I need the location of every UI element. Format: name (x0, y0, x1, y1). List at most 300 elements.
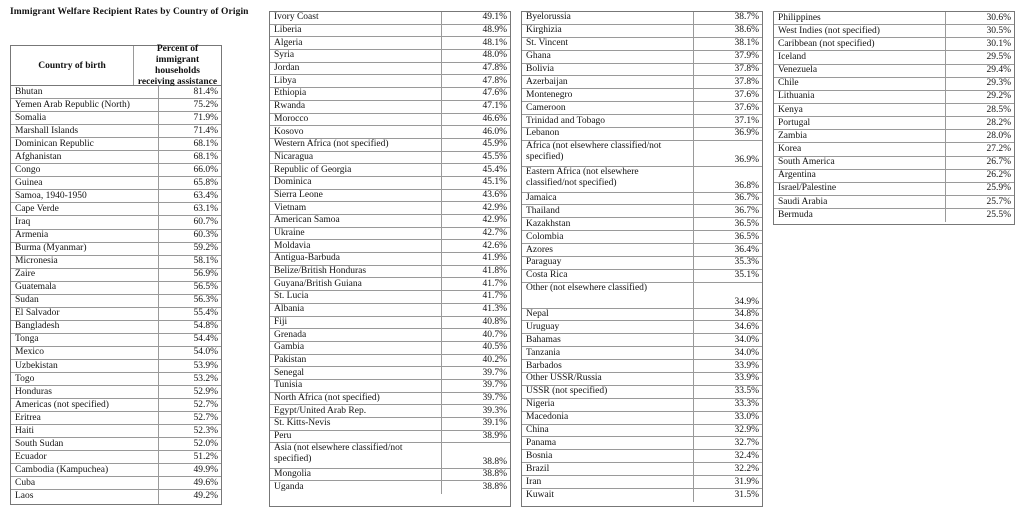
country-cell: Saudi Arabia (774, 196, 946, 208)
percent-cell: 38.8% (482, 469, 507, 480)
table-row (522, 89, 762, 102)
table-row (522, 412, 762, 425)
percent-cell: 52.3% (193, 425, 218, 436)
country-cell: Samoa, 1940-1950 (11, 190, 159, 202)
country-cell: USSR (not specified) (522, 386, 694, 398)
table-row (11, 464, 221, 477)
percent-cell: 38.7% (734, 12, 759, 23)
table-header (11, 43, 221, 87)
percent-cell: 71.9% (193, 112, 218, 123)
country-cell: Caribbean (not specified) (774, 38, 946, 50)
table-row (270, 329, 510, 342)
percent-cell: 38.6% (734, 25, 759, 36)
table-row (522, 489, 762, 502)
country-cell: Ghana (522, 51, 694, 63)
table-row (522, 386, 762, 399)
percent-cell: 46.6% (482, 113, 507, 124)
table-row (270, 75, 510, 88)
country-cell: Bhutan (11, 86, 159, 98)
percent-cell: 34.6% (734, 321, 759, 332)
table-row (774, 25, 1014, 38)
table-row (522, 218, 762, 231)
country-cell: Congo (11, 164, 159, 176)
country-cell: Venezuela (774, 65, 946, 77)
percent-cell: 41.3% (482, 304, 507, 315)
percent-cell: 47.8% (482, 63, 507, 74)
country-cell: Azores (522, 244, 694, 256)
percent-cell: 48.0% (482, 50, 507, 61)
table-row (11, 125, 221, 138)
percent-cell: 32.9% (734, 424, 759, 435)
country-cell: Pakistan (270, 355, 442, 367)
percent-cell: 41.9% (482, 253, 507, 264)
country-cell: Algeria (270, 37, 442, 49)
percent-cell: 39.7% (482, 392, 507, 403)
table-row (270, 431, 510, 444)
table-row (270, 304, 510, 317)
percent-cell: 42.9% (482, 215, 507, 226)
country-cell: Lithuania (774, 91, 946, 103)
country-cell: Albania (270, 304, 442, 316)
percent-cell: 42.7% (482, 228, 507, 239)
country-cell: Paraguay (522, 257, 694, 269)
percent-cell: 39.7% (482, 367, 507, 378)
table-row (270, 367, 510, 380)
table-row (11, 308, 221, 321)
percent-cell: 33.5% (734, 386, 759, 397)
country-cell: Grenada (270, 329, 442, 341)
country-cell: Zambia (774, 130, 946, 142)
percent-cell: 37.6% (734, 89, 759, 100)
table-row (270, 37, 510, 50)
percent-cell: 53.2% (193, 373, 218, 384)
country-cell: St. Lucia (270, 291, 442, 303)
country-cell: Costa Rica (522, 270, 694, 282)
country-cell: Honduras (11, 386, 159, 398)
header-country: Country of birth (11, 46, 134, 85)
percent-cell: 56.3% (193, 295, 218, 306)
table-row (11, 164, 221, 177)
table-row (270, 418, 510, 431)
percent-cell: 39.7% (482, 380, 507, 391)
table-row (270, 114, 510, 127)
percent-cell: 34.0% (734, 347, 759, 358)
table-row (522, 51, 762, 64)
table-row (522, 450, 762, 463)
country-cell: Uzbekistan (11, 360, 159, 372)
table-row (522, 25, 762, 38)
percent-cell: 41.7% (482, 278, 507, 289)
table-row (11, 477, 221, 490)
country-cell: Azerbaijan (522, 76, 694, 88)
percent-cell: 45.4% (482, 164, 507, 175)
country-cell: China (522, 425, 694, 437)
percent-cell: 39.1% (482, 418, 507, 429)
percent-cell: 60.3% (193, 230, 218, 241)
percent-cell: 29.4% (986, 65, 1011, 76)
percent-cell: 36.9% (734, 128, 759, 139)
percent-cell: 71.4% (193, 125, 218, 136)
country-cell: Chile (774, 78, 946, 90)
percent-cell: 68.1% (193, 151, 218, 162)
country-cell: Iceland (774, 51, 946, 63)
percent-cell: 66.0% (193, 164, 218, 175)
percent-cell: 32.2% (734, 463, 759, 474)
country-cell: Tonga (11, 334, 159, 346)
table-row (11, 177, 221, 190)
table-row (270, 355, 510, 368)
country-cell: Uruguay (522, 321, 694, 333)
table-row (522, 425, 762, 438)
percent-cell: 28.5% (986, 104, 1011, 115)
table-row (11, 295, 221, 308)
table-row (270, 266, 510, 279)
country-cell: Bahamas (522, 334, 694, 346)
percent-cell: 36.7% (734, 192, 759, 203)
country-cell: St. Kitts-Nevis (270, 418, 442, 430)
percent-cell: 48.1% (482, 37, 507, 48)
table-row (270, 469, 510, 482)
table-row (270, 88, 510, 101)
table-row (11, 112, 221, 125)
table-row (522, 102, 762, 115)
percent-cell: 38.1% (734, 38, 759, 49)
country-cell: Eritrea (11, 412, 159, 424)
percent-cell: 38.8% (482, 482, 507, 493)
country-cell: Cape Verde (11, 203, 159, 215)
percent-cell: 35.3% (734, 257, 759, 268)
table-row (774, 78, 1014, 91)
table-row (522, 76, 762, 89)
country-cell: Africa (not elsewhere classified/not specified) (522, 141, 694, 166)
country-cell: Sudan (11, 295, 159, 307)
table-row (522, 205, 762, 218)
country-cell: Tanzania (522, 347, 694, 359)
table-row (774, 170, 1014, 183)
country-cell: Eastern Africa (not elsewhere classified/not specified) (522, 167, 694, 192)
country-cell: El Salvador (11, 308, 159, 320)
country-cell: Nicaragua (270, 152, 442, 164)
percent-cell: 40.8% (482, 316, 507, 327)
percent-cell: 30.6% (986, 12, 1011, 23)
country-cell: Dominican Republic (11, 138, 159, 150)
country-cell: Kirghizia (522, 25, 694, 37)
country-cell: Ukraine (270, 228, 442, 240)
percent-cell: 52.7% (193, 412, 218, 423)
table-row (270, 317, 510, 330)
table-row (522, 244, 762, 257)
percent-cell: 41.7% (482, 291, 507, 302)
percent-cell: 58.1% (193, 256, 218, 267)
table-row (270, 228, 510, 241)
table-row (522, 38, 762, 51)
percent-cell: 33.9% (734, 360, 759, 371)
table-row (774, 130, 1014, 143)
percent-cell: 36.8% (734, 180, 759, 191)
country-cell: Ethiopia (270, 88, 442, 100)
table-row (270, 25, 510, 38)
percent-cell: 26.7% (986, 157, 1011, 168)
table-row (522, 347, 762, 360)
table-row (774, 12, 1014, 25)
percent-cell: 36.4% (734, 244, 759, 255)
percent-cell: 37.1% (734, 115, 759, 126)
percent-cell: 34.8% (734, 308, 759, 319)
percent-cell: 31.5% (734, 489, 759, 500)
table-row (522, 463, 762, 476)
country-cell: Cambodia (Kampuchea) (11, 464, 159, 476)
percent-cell: 49.6% (193, 477, 218, 488)
country-cell: Burma (Myanmar) (11, 243, 159, 255)
percent-cell: 38.9% (482, 431, 507, 442)
percent-cell: 65.8% (193, 177, 218, 188)
percent-cell: 46.0% (482, 126, 507, 137)
table-row (522, 257, 762, 270)
country-cell: Cuba (11, 477, 159, 489)
table-row (774, 183, 1014, 196)
country-cell: South America (774, 157, 946, 169)
percent-cell: 34.9% (734, 296, 759, 307)
table-row (522, 115, 762, 128)
percent-cell: 43.6% (482, 189, 507, 200)
percent-cell: 52.9% (193, 386, 218, 397)
table-row (270, 101, 510, 114)
table-row (270, 152, 510, 165)
percent-cell: 81.4% (193, 86, 218, 97)
country-cell: Senegal (270, 367, 442, 379)
percent-cell: 45.9% (482, 139, 507, 150)
table-row (522, 231, 762, 244)
table-row (11, 230, 221, 243)
country-cell: Nigeria (522, 399, 694, 411)
table-row (270, 291, 510, 304)
table-row (522, 12, 762, 25)
table-row (774, 38, 1014, 51)
table-row (522, 476, 762, 489)
percent-cell: 25.7% (986, 196, 1011, 207)
country-cell: Gambia (270, 342, 442, 354)
percent-cell: 38.8% (482, 456, 507, 467)
country-cell: Kosovo (270, 126, 442, 138)
country-cell: Guinea (11, 177, 159, 189)
country-cell: Liberia (270, 25, 442, 37)
country-cell: Moldavia (270, 240, 442, 252)
country-cell: Afghanistan (11, 151, 159, 163)
table-row (270, 278, 510, 291)
table-row (270, 139, 510, 152)
table-row (11, 399, 221, 412)
country-cell: Thailand (522, 205, 694, 217)
page-title: Immigrant Welfare Recipient Rates by Country of Origin (10, 7, 249, 17)
table-row (522, 334, 762, 347)
table-row (270, 202, 510, 215)
country-cell: Lebanon (522, 128, 694, 140)
table-row (11, 347, 221, 360)
country-cell: Belize/British Honduras (270, 266, 442, 278)
table-row (270, 12, 510, 25)
percent-cell: 27.2% (986, 143, 1011, 154)
table-row (522, 321, 762, 334)
percent-cell: 26.2% (986, 170, 1011, 181)
percent-cell: 68.1% (193, 138, 218, 149)
percent-cell: 55.4% (193, 308, 218, 319)
country-cell: Philippines (774, 12, 946, 24)
table-row (270, 443, 510, 468)
percent-cell: 52.7% (193, 399, 218, 410)
table-row (11, 425, 221, 438)
country-cell: Peru (270, 431, 442, 443)
country-cell: Rwanda (270, 101, 442, 113)
table-row (270, 342, 510, 355)
percent-cell: 32.7% (734, 437, 759, 448)
country-cell: Brazil (522, 463, 694, 475)
percent-cell: 29.5% (986, 51, 1011, 62)
country-cell: Kazakhstan (522, 218, 694, 230)
country-cell: Republic of Georgia (270, 164, 442, 176)
country-cell: Yemen Arab Republic (North) (11, 99, 159, 111)
country-cell: Asia (not elsewhere classified/not specified) (270, 443, 442, 467)
table-row (11, 216, 221, 229)
table-row (11, 490, 221, 503)
country-cell: Jordan (270, 63, 442, 75)
country-cell: Bangladesh (11, 321, 159, 333)
table-column-4 (773, 11, 1015, 225)
table-row (11, 86, 221, 99)
percent-cell: 29.3% (986, 78, 1011, 89)
country-cell: Ecuador (11, 451, 159, 463)
country-cell: Laos (11, 490, 159, 503)
percent-cell: 56.9% (193, 269, 218, 280)
table-row (270, 240, 510, 253)
table-row (11, 99, 221, 112)
percent-cell: 63.1% (193, 203, 218, 214)
country-cell: Israel/Palestine (774, 183, 946, 195)
percent-cell: 60.7% (193, 216, 218, 227)
percent-cell: 56.5% (193, 282, 218, 293)
percent-cell: 36.5% (734, 231, 759, 242)
percent-cell: 42.6% (482, 240, 507, 251)
percent-cell: 52.0% (193, 438, 218, 449)
percent-cell: 32.4% (734, 450, 759, 461)
header-percent: Percent of immigrant households receiving assistance (137, 43, 218, 87)
table-row (11, 360, 221, 373)
table-row (774, 143, 1014, 156)
table-row (11, 203, 221, 216)
percent-cell: 54.4% (193, 334, 218, 345)
table-row (774, 91, 1014, 104)
country-cell: Togo (11, 373, 159, 385)
percent-cell: 48.9% (482, 25, 507, 36)
country-cell: Guatemala (11, 282, 159, 294)
table-row (774, 65, 1014, 78)
table-row (270, 380, 510, 393)
table-row (11, 321, 221, 334)
country-cell: Cameroon (522, 102, 694, 114)
percent-cell: 37.8% (734, 76, 759, 87)
table-row (11, 412, 221, 425)
country-cell: Somalia (11, 112, 159, 124)
table-row (270, 215, 510, 228)
percent-cell: 59.2% (193, 243, 218, 254)
country-cell: Syria (270, 50, 442, 62)
country-cell: Ivory Coast (270, 12, 442, 24)
table-row (522, 373, 762, 386)
country-cell: Kuwait (522, 489, 694, 502)
table-row (270, 405, 510, 418)
country-cell: Argentina (774, 170, 946, 182)
table-row (522, 360, 762, 373)
table-row (774, 209, 1014, 222)
country-cell: Kenya (774, 104, 946, 116)
percent-cell: 49.2% (193, 491, 218, 502)
percent-cell: 40.5% (482, 342, 507, 353)
table-row (11, 386, 221, 399)
country-cell: Fiji (270, 317, 442, 329)
table-row (11, 190, 221, 203)
country-cell: Haiti (11, 425, 159, 437)
country-cell: Tunisia (270, 380, 442, 392)
percent-cell: 45.5% (482, 151, 507, 162)
percent-cell: 25.9% (986, 183, 1011, 194)
percent-cell: 30.1% (986, 38, 1011, 49)
country-cell: Bermuda (774, 209, 946, 222)
table-row (522, 128, 762, 141)
country-cell: Colombia (522, 231, 694, 243)
percent-cell: 30.5% (986, 25, 1011, 36)
table-row (774, 157, 1014, 170)
percent-cell: 53.9% (193, 360, 218, 371)
percent-cell: 42.9% (482, 202, 507, 213)
table-row (11, 451, 221, 464)
percent-cell: 36.5% (734, 218, 759, 229)
table-column-1 (10, 45, 222, 505)
percent-cell: 47.8% (482, 75, 507, 86)
percent-cell: 33.3% (734, 399, 759, 410)
percent-cell: 49.1% (482, 12, 507, 23)
table-row (270, 164, 510, 177)
country-cell: Other USSR/Russia (522, 373, 694, 385)
table-row (270, 126, 510, 139)
table-row (11, 256, 221, 269)
percent-cell: 41.8% (482, 266, 507, 277)
table-row (11, 334, 221, 347)
table-row (522, 270, 762, 283)
percent-cell: 37.6% (734, 102, 759, 113)
country-cell: Uganda (270, 481, 442, 494)
table-row (11, 151, 221, 164)
percent-cell: 40.7% (482, 329, 507, 340)
country-cell: Mongolia (270, 469, 442, 481)
table-row (11, 269, 221, 282)
table-row (522, 437, 762, 450)
table-row (270, 63, 510, 76)
percent-cell: 36.9% (734, 154, 759, 165)
percent-cell: 37.8% (734, 64, 759, 74)
percent-cell: 34.0% (734, 334, 759, 345)
country-cell: Barbados (522, 360, 694, 372)
table-row (522, 309, 762, 322)
country-cell: American Samoa (270, 215, 442, 227)
percent-cell: 31.9% (734, 476, 759, 487)
country-cell: Micronesia (11, 256, 159, 268)
country-cell: Trinidad and Tobago (522, 115, 694, 127)
table-row (270, 50, 510, 63)
table-column-3 (521, 11, 763, 507)
percent-cell: 47.1% (482, 101, 507, 112)
country-cell: West Indies (not specified) (774, 25, 946, 37)
country-cell: Armenia (11, 230, 159, 242)
table-row (270, 253, 510, 266)
